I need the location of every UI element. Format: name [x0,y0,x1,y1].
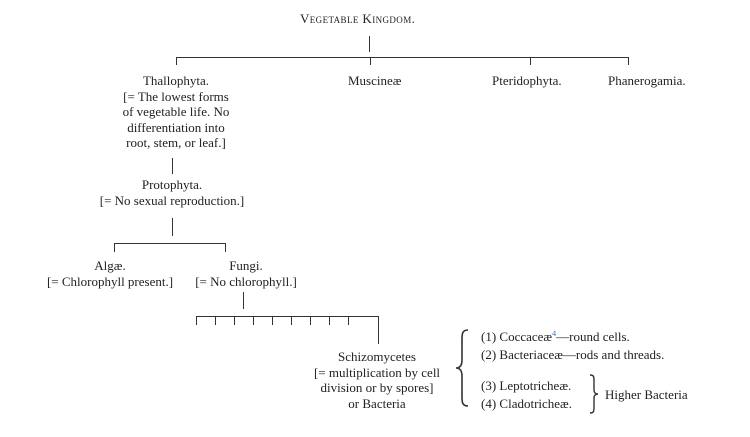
fungi-sub-tick-3 [234,316,235,325]
root-stem [369,36,370,52]
fungi-sub-tick-5 [272,316,273,325]
fungi-sub-tick-7 [310,316,311,325]
thallophyta-note-4: root, stem, or leaf.] [126,135,226,150]
algae-note: [= Chlorophyll present.] [46,273,174,289]
fungi-sub-tick-9 [348,316,349,325]
right-brace [588,373,600,415]
higher-bacteria-label: Higher Bacteria [605,387,688,402]
group-coccaceae [481,329,630,345]
node-fungi [184,258,308,289]
fungi-sub-tick-4 [253,316,254,325]
fungi-sub-tick-8 [329,316,330,325]
algae-fungi-bar [114,243,226,244]
fungi-note: [= No chlorophyll.] [195,273,297,289]
algae-name: Algæ. [94,258,126,273]
coccaceae-desc: —round cells. [556,329,630,344]
division-tick-thallophyta [176,57,177,65]
root-title: Vegetable Kingdom. [300,11,416,26]
left-brace [455,328,471,408]
division-bar [176,57,629,58]
stem-from-fungi [243,292,244,309]
thallophyta-note-2: of vegetable life. No [122,104,230,119]
tick-algae [114,243,115,252]
fungi-sub-tick-6 [291,316,292,325]
protophyta-name: Protophyta. [141,177,203,192]
schizomycetes-note-3: or Bacteria [348,395,406,411]
node-phanerogamia: Phanerogamia. [608,73,686,88]
schizomycetes-note-1: [= multiplication by cell [313,364,441,380]
schizomycetes-note-2: division or by spores] [320,380,434,395]
node-algae [35,258,185,289]
fungi-sub-tick-1 [196,316,197,325]
group-leptotricheae: (3) Leptotricheæ. [481,378,572,393]
schizomycetes-name: Schizomycetes [338,349,416,364]
group-bacteriaceae: (2) Bacteriaceæ—rods and threads. [481,347,665,362]
node-thallophyta [96,73,256,151]
footnote-ref: 4 [552,329,557,338]
fungi-sub-bar [196,316,379,317]
tick-fungi [225,243,226,252]
node-schizomycetes [302,349,452,411]
node-protophyta [72,177,272,208]
thallophyta-name: Thallophyta. [142,73,210,88]
division-tick-muscineae [370,57,371,65]
stem-to-algae-fungi [172,218,173,236]
fungi-sub-tick-2 [215,316,216,325]
division-tick-phanerogamia [628,57,629,65]
stem-to-protophyta [172,158,173,174]
thallophyta-note-1: [= The lowest forms [123,88,229,104]
node-muscineae: Muscineæ [348,73,402,88]
coccaceae-name: (1) Coccaceæ [481,329,553,344]
protophyta-note: [= No sexual reproduction.] [99,192,245,208]
division-tick-pteridophyta [530,57,531,65]
fungi-name: Fungi. [229,258,263,273]
thallophyta-note-3: differentiation into [127,119,225,135]
fungi-sub-tick-schizomycetes [378,316,379,344]
node-pteridophyta: Pteridophyta. [492,73,562,88]
group-cladotricheae: (4) Cladotricheæ. [481,396,572,411]
